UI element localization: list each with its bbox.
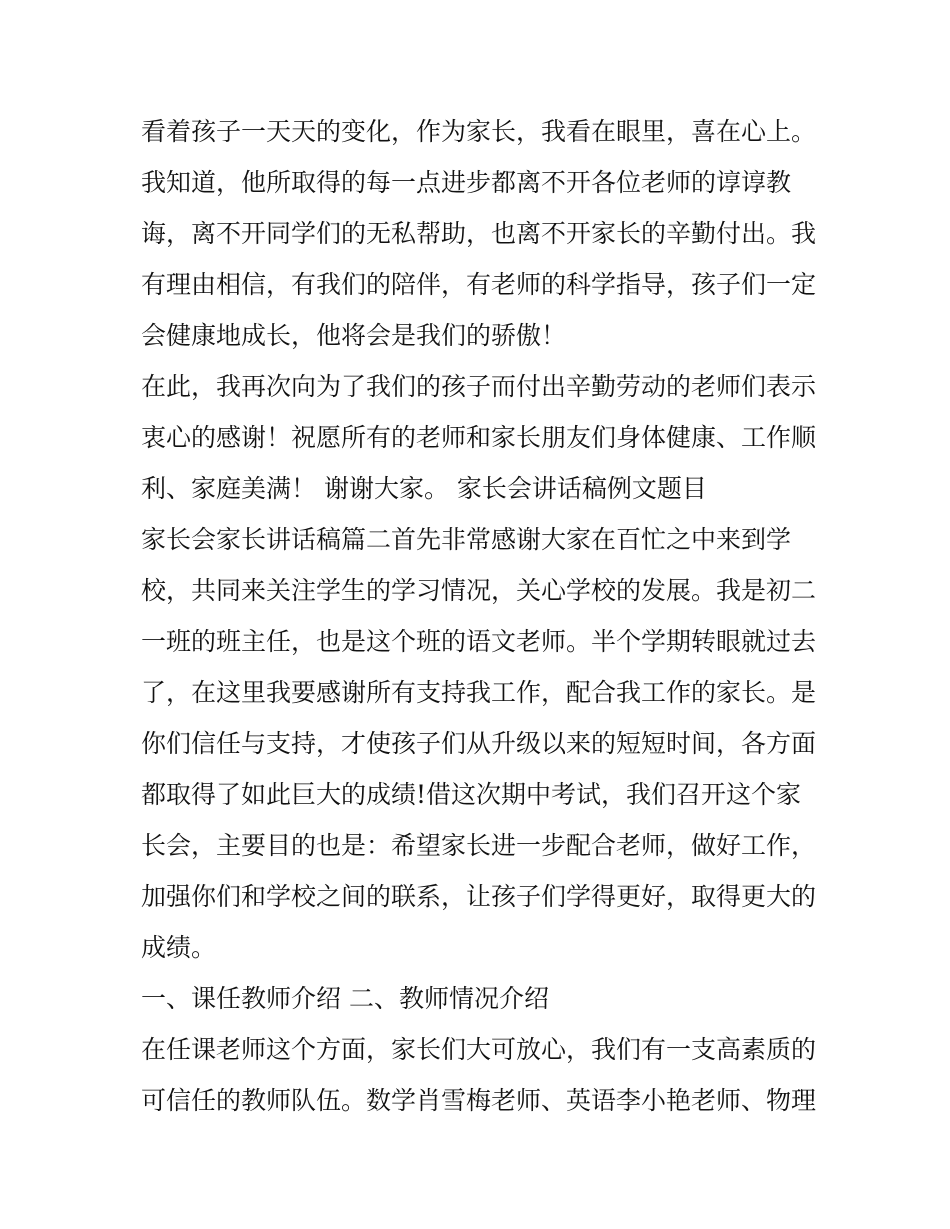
text-line: 你们信任与支持，才使孩子们从升级以来的短短时间，各方面 xyxy=(141,729,817,758)
text-line: 利、家庭美满！ 谢谢大家。 家长会讲话稿例文题目 xyxy=(141,474,707,503)
text-line: 衷心的感谢！祝愿所有的老师和家长朋友们身体健康、工作顺 xyxy=(141,423,817,452)
text-line: 了，在这里我要感谢所有支持我工作，配合我工作的家长。是 xyxy=(141,678,817,707)
text-line: 都取得了如此巨大的成绩!借这次期中考试，我们召开这个家 xyxy=(141,780,802,809)
text-line: 在此，我再次向为了我们的孩子而付出辛勤劳动的老师们表示 xyxy=(141,372,817,401)
text-line: 加强你们和学校之间的联系，让孩子们学得更好，取得更大的 xyxy=(141,882,817,911)
text-line: 一、课任教师介绍 二、教师情况介绍 xyxy=(141,984,549,1013)
document-body xyxy=(141,106,821,1126)
text-line: 成绩。 xyxy=(141,933,217,962)
text-line: 有理由相信，有我们的陪伴，有老师的科学指导，孩子们一定 xyxy=(141,270,817,299)
text-line: 一班的班主任，也是这个班的语文老师。半个学期转眼就过去 xyxy=(141,627,817,656)
text-line: 校，共同来关注学生的学习情况，关心学校的发展。我是初二 xyxy=(141,576,817,605)
text-line: 会健康地成长，他将会是我们的骄傲！ xyxy=(141,321,567,350)
text-line: 诲，离不开同学们的无私帮助，也离不开家长的辛勤付出。我 xyxy=(141,219,817,248)
text-line: 看着孩子一天天的变化，作为家长，我看在眼里，喜在心上。 xyxy=(141,117,817,146)
text-line: 我知道，他所取得的每一点进步都离不开各位老师的谆谆教 xyxy=(141,168,792,197)
text-line: 可信任的教师队伍。数学肖雪梅老师、英语李小艳老师、物理 xyxy=(141,1086,817,1115)
text-line: 在任课老师这个方面，家长们大可放心，我们有一支高素质的 xyxy=(141,1035,817,1064)
text-line: 长会，主要目的也是：希望家长进一步配合老师，做好工作， xyxy=(141,831,817,860)
text-line: 家长会家长讲话稿篇二首先非常感谢大家在百忙之中来到学 xyxy=(141,525,792,554)
